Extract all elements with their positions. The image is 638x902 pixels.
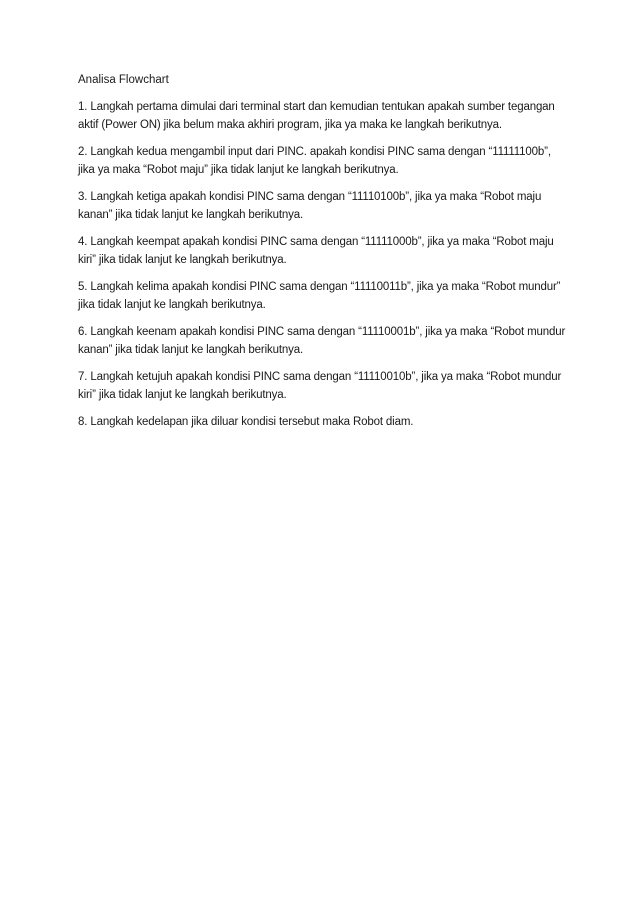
step-paragraph-3: 3. Langkah ketiga apakah kondisi PINC sama dengan “11110100b”, jika ya maka “Robot maju kanan” jika tidak lanjut ke langkah berikutnya. — [78, 191, 542, 221]
step-paragraph-8: 8. Langkah kedelapan jika diluar kondisi tersebut maka Robot diam. — [78, 416, 414, 428]
step-paragraph-2: 2. Langkah kedua mengambil input dari PINC. apakah kondisi PINC sama dengan “11111100b”, jika ya maka “Robot maju” jika tidak lanjut ke langkah berikutnya. — [78, 146, 551, 176]
document-body — [78, 72, 568, 440]
document-title: Analisa Flowchart — [78, 74, 169, 86]
step-paragraph-5: 5. Langkah kelima apakah kondisi PINC sama dengan “11110011b”, jika ya maka “Robot mundur” jika tidak lanjut ke langkah berikutnya. — [78, 281, 561, 311]
step-paragraph-6: 6. Langkah keenam apakah kondisi PINC sama dengan “11110001b”, jika ya maka “Robot mundur kanan” jika tidak lanjut ke langkah berikutnya. — [78, 326, 566, 356]
step-paragraph-4: 4. Langkah keempat apakah kondisi PINC sama dengan “11111000b”, jika ya maka “Robot maju kiri” jika tidak lanjut ke langkah berikutnya. — [78, 236, 554, 266]
step-paragraph-1: 1. Langkah pertama dimulai dari terminal start dan kemudian tentukan apakah sumber tegangan aktif (Power ON) jika belum maka akhiri program, jika ya maka ke langkah berikutnya. — [78, 101, 555, 131]
step-paragraph-7: 7. Langkah ketujuh apakah kondisi PINC sama dengan “11110010b”, jika ya maka “Robot mundur kiri” jika tidak lanjut ke langkah berikutnya. — [78, 371, 562, 401]
